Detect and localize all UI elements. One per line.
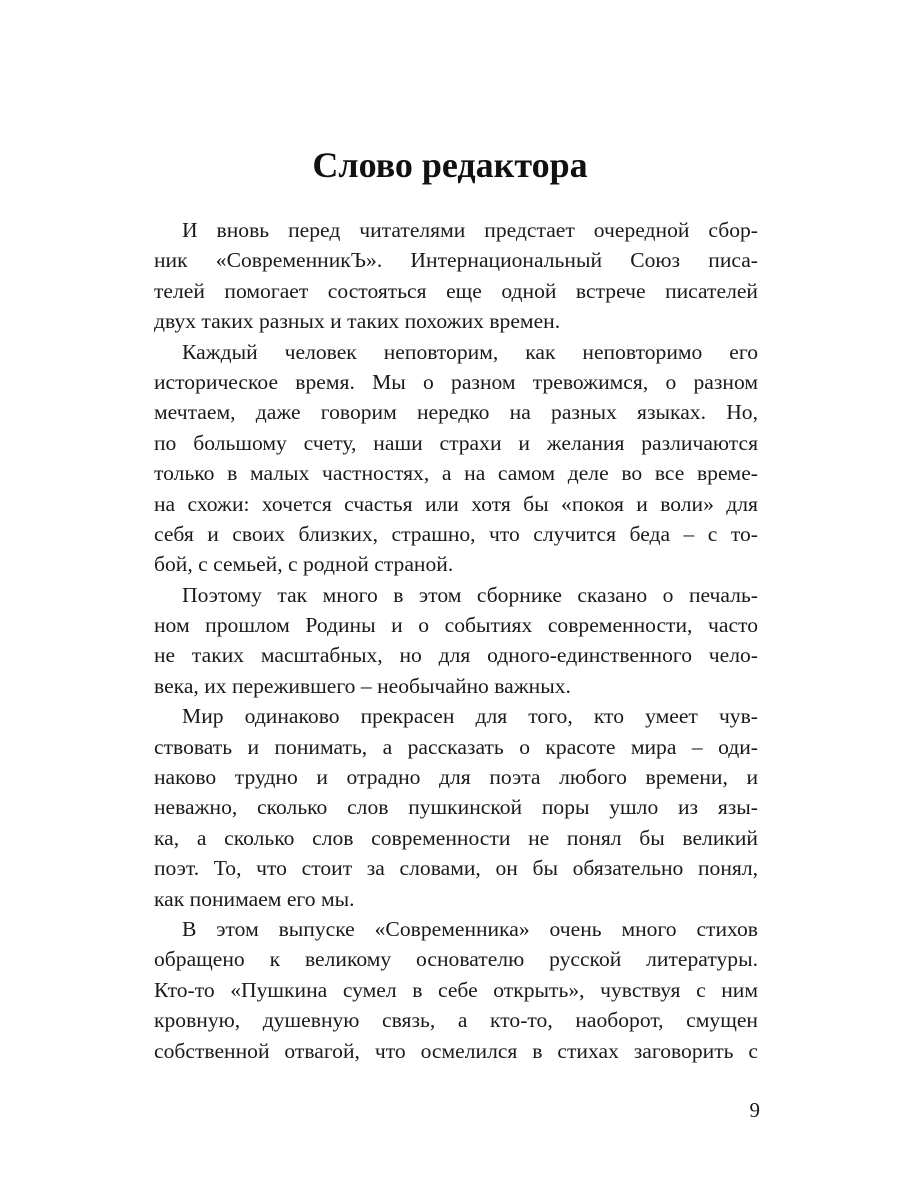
paragraph-3 [154, 580, 758, 702]
text-line: поэт. То, что стоит за словами, он бы обязательно понял, [154, 856, 758, 881]
text-line: телей помогает состояться еще одной встрече писателей [154, 278, 758, 303]
paragraph-4 [154, 701, 758, 914]
text-line: как понимаем его мы. [154, 886, 355, 911]
text-line: только в малых частностях, а на самом деле во все време- [154, 461, 758, 486]
text-line: по большому счету, наши страхи и желания различаются [154, 430, 758, 455]
text-line: кровную, душевную связь, а кто-то, наоборот, смущен [154, 1008, 758, 1033]
text-line: В этом выпуске «Современника» очень много стихов [182, 916, 758, 941]
text-line: неважно, сколько слов пушкинской поры ушло из язы- [154, 795, 758, 820]
text-line: двух таких разных и таких похожих времен. [154, 309, 561, 334]
paragraph-1 [154, 215, 758, 337]
text-line: Каждый человек неповторим, как неповторимо его [182, 339, 758, 364]
text-line: бой, с семьей, с родной страной. [154, 552, 454, 577]
text-line: века, их пережившего – необычайно важных. [154, 673, 571, 698]
page-title: Слово редактора [312, 145, 588, 185]
text-line: собственной отвагой, что осмелился в стихах заговорить с [154, 1038, 758, 1063]
text-line: Кто-то «Пушкина сумел в себе открыть», чувствуя с ним [154, 977, 758, 1002]
text-line: ник «СовременникЪ». Интернациональный Союз писа- [154, 248, 758, 273]
text-line: И вновь перед читателями предстает очередной сбор- [182, 218, 758, 242]
text-line: ка, а сколько слов современности не понял бы великий [154, 825, 758, 850]
text-line: наково трудно и отрадно для поэта любого времени, и [154, 765, 758, 790]
paragraph-2 [154, 337, 758, 580]
page-number: 9 [749, 1098, 760, 1122]
text-line: себя и своих близких, страшно, что случится беда – с то- [154, 521, 758, 546]
text-line: Мир одинаково прекрасен для того, кто умеет чув- [182, 704, 758, 729]
paragraph-5 [154, 914, 758, 1066]
body-text [154, 215, 758, 1066]
text-line: не таких масштабных, но для одного-единственного чело- [154, 643, 758, 668]
text-line: на схожи: хочется счастья или хотя бы «покоя и воли» для [154, 491, 758, 516]
text-line: историческое время. Мы о разном тревожимся, о разном [154, 369, 758, 394]
text-line: ном прошлом Родины и о событиях современности, часто [154, 613, 758, 638]
text-line: ствовать и понимать, а рассказать о красоте мира – оди- [154, 734, 758, 759]
text-line: Поэтому так много в этом сборнике сказано о печаль- [182, 582, 758, 607]
text-line: обращено к великому основателю русской литературы. [154, 947, 758, 972]
text-line: мечтаем, даже говорим нередко на разных языках. Но, [154, 400, 758, 425]
